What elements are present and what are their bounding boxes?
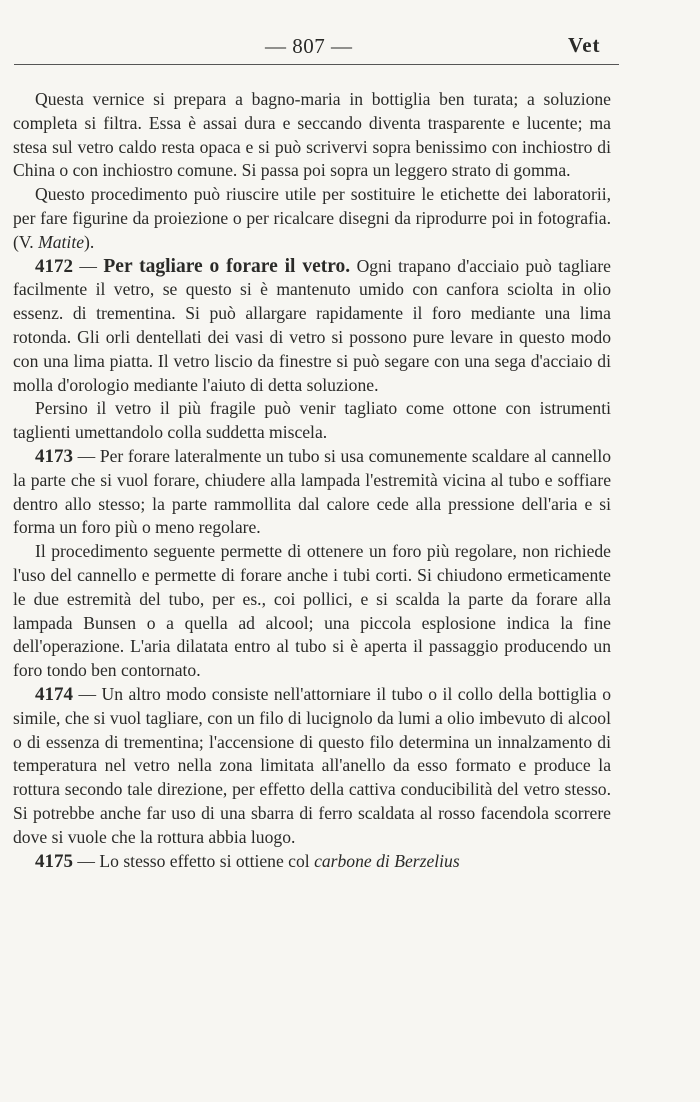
paragraph	[13, 183, 611, 254]
paragraph	[13, 88, 611, 183]
entry-title: Per tagliare o forare il vetro.	[103, 255, 351, 277]
entry-text: Un altro modo consiste nell'attorniare il tubo o il collo della bottiglia o simile, che si vuol tagliare, con un filo di lucignolo da lumi a olio imbevuto di alcool o di essenza di trementina; l'accensione di questo filo determina un innalzamento di temperatura nel vetro nella zona limitata all'anello da esso formato e produce la rottura secondo tale direzione, per effetto della cattiva conducibilità del vetro stesso. Si potrebbe anche far uso di una sbarra di ferro scaldata al rosso facendola scorrere dove si vuole che la rottura abbia luogo.	[13, 683, 612, 847]
entry-text: Lo stesso effetto si ottiene col	[99, 850, 315, 871]
entry-4174	[13, 683, 611, 850]
paragraph-text: Questo procedimento può riuscire utile per sostituire le etichette dei laboratorii, per fare figurine da proiezione o per ricalcare disegni da riprodurre poi in fotografia. (V.	[13, 184, 611, 252]
header-rule	[14, 64, 619, 65]
page-header	[0, 30, 700, 60]
entry-number: 4174	[35, 683, 73, 705]
italic-term: carbone di Berzelius	[314, 850, 460, 871]
entry-text: Per forare lateralmente un tubo si usa comunemente scaldare al cannello la parte che si vuol forare, chiudere alla lampada l'estremità vicina al tubo e soffiare dentro allo stesso; la parte rammollita dal calore cede alla pressione dell'aria e si forma un foro più o meno regolare.	[13, 445, 612, 538]
entry-number: 4173	[35, 445, 73, 467]
entry-4172	[13, 255, 611, 398]
entry-4175	[13, 850, 611, 874]
cross-reference: Matite	[38, 231, 85, 252]
paragraph	[13, 540, 611, 683]
paragraph-text: Questa vernice si prepara a bagno-maria in bottiglia ben turata; a soluzione completa si filtra. Essa è assai dura e seccando diventa trasparente e lucente; ma stesa sul vetro caldo resta opaca e si può scrivervi sopra benissimo con inchiostro di China o con inchiostro comune. Si passa poi sopra un leggero strato di gomma.	[13, 89, 611, 181]
entry-number: 4175	[35, 850, 73, 872]
entry-dash: —	[73, 445, 100, 466]
paragraph	[13, 397, 611, 445]
entry-number: 4172	[35, 255, 73, 277]
entry-dash: —	[73, 683, 102, 704]
entry-4173	[13, 445, 611, 540]
page-number: — 807 —	[265, 34, 353, 58]
entry-dash: —	[73, 850, 100, 871]
entry-dash: —	[73, 255, 104, 276]
running-head: Vet	[568, 33, 601, 57]
paragraph-text: Persino il vetro il più fragile può venir tagliato come ottone con istrumenti taglienti umettandolo colla suddetta miscela.	[13, 398, 611, 443]
body-text	[13, 88, 611, 873]
paragraph-text-end: ).	[84, 231, 95, 252]
entry-text: Ogni trapano d'acciaio può tagliare facilmente il vetro, se questo si è mantenuto umido con canfora sciolta in olio essenz. di trementina. Si può allargare rapidamente il foro mediante una lima rotonda. Gli orli dentellati dei vasi di vetro si possono pure levare in questo modo con una lima piatta. Il vetro liscio da finestre si può segare con una sega d'acciaio di molla d'orologio mediante l'aiuto di detta soluzione.	[13, 255, 611, 395]
paragraph-text: Il procedimento seguente permette di ottenere un foro più regolare, non richiede l'uso del cannello e permette di forare anche i tubi corti. Si chiudono ermeticamente le due estremità del tubo, per es., coi pollici, e si scalda la parte da forare alla lampada Bunsen o a quella ad alcool; una piccola esplosione indica la fine dell'operazione. L'aria dilatata entro al tubo si è aperta il passaggio producendo un foro tondo ben contornato.	[13, 541, 611, 681]
